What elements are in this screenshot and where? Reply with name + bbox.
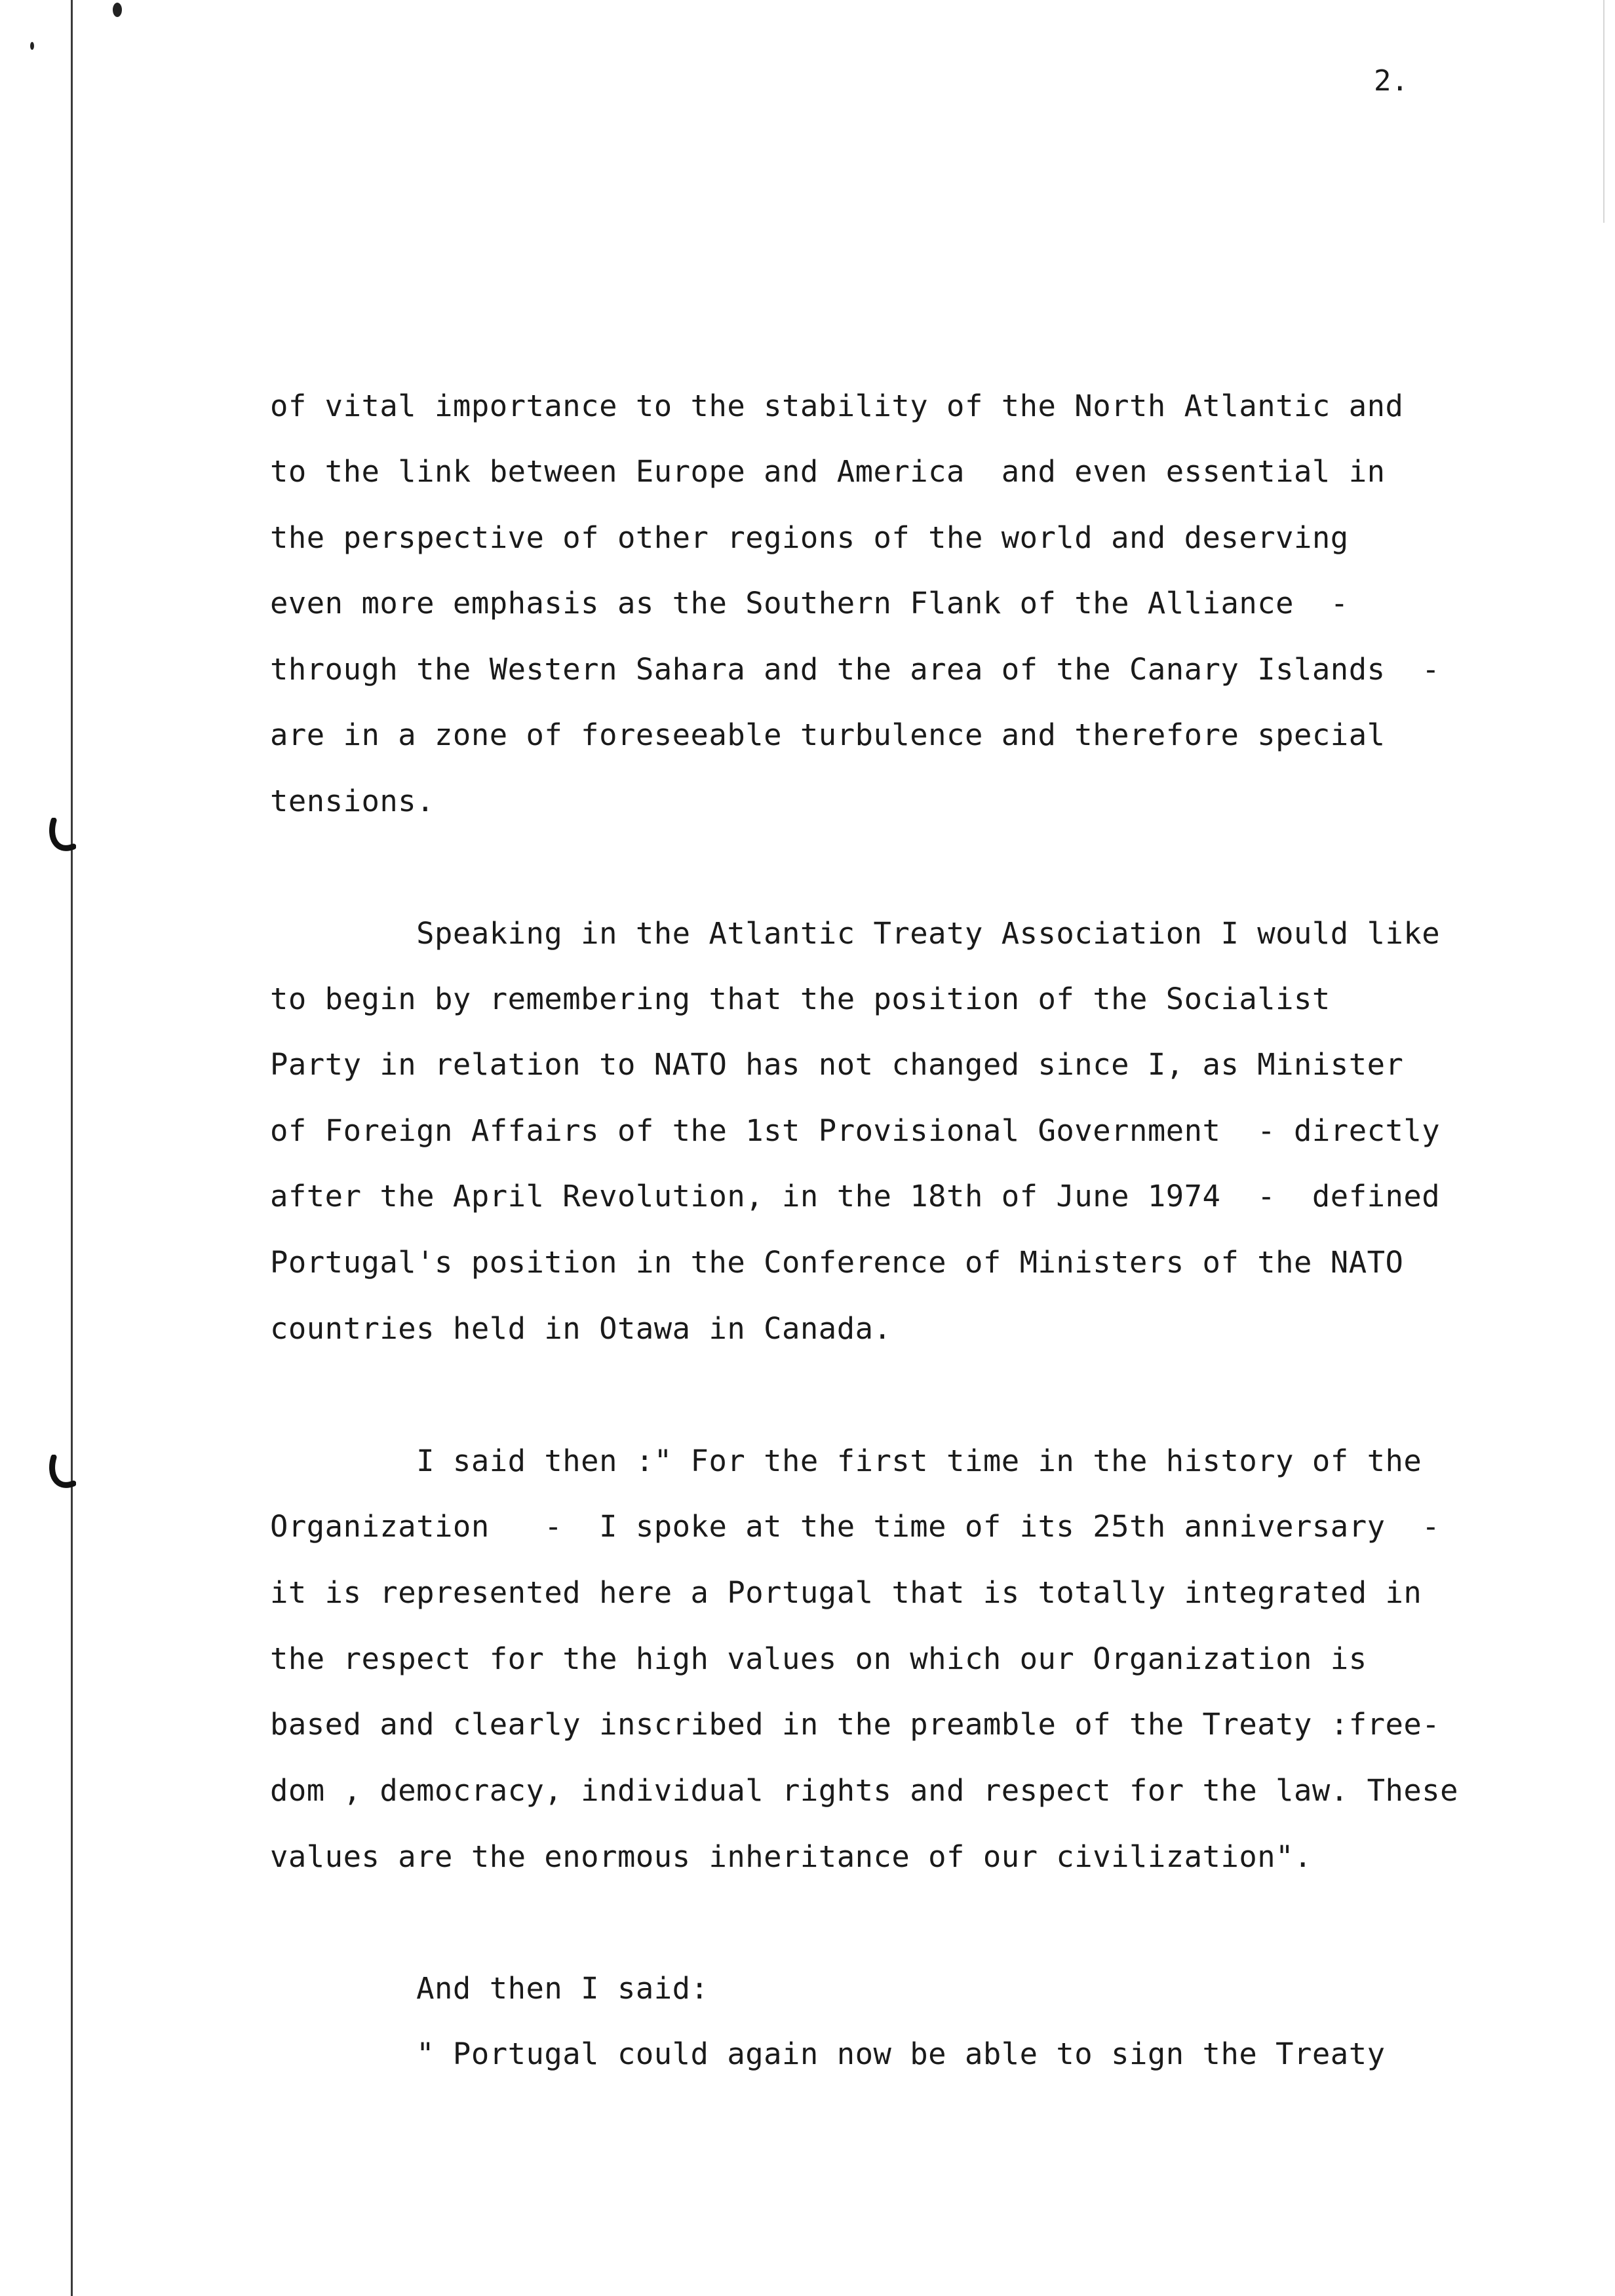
text-line: the respect for the high values on which our Organization is: [270, 1641, 1367, 1676]
scan-edge-line: [1603, 0, 1605, 223]
text-line: even more emphasis as the Southern Flank of the Alliance -: [270, 586, 1349, 621]
text-line: countries held in Otawa in Canada.: [270, 1311, 892, 1346]
text-line: And then I said:: [270, 1971, 709, 2006]
text-line: after the April Revolution, in the 18th of June 1974 - defined: [270, 1179, 1441, 1214]
page-number: 2.: [1374, 64, 1409, 98]
text-line: are in a zone of foreseeable turbulence and therefore special: [270, 718, 1386, 752]
text-line: to the link between Europe and America and even essential in: [270, 454, 1386, 489]
text-line: Portugal's position in the Conference of Ministers of the NATO: [270, 1245, 1404, 1280]
text-line: Speaking in the Atlantic Treaty Association I would like: [270, 916, 1441, 951]
text-line: the perspective of other regions of the world and deserving: [270, 520, 1349, 555]
text-line: I said then :" For the first time in the history of the: [270, 1444, 1422, 1478]
text-line: it is represented here a Portugal that is totally integrated in: [270, 1575, 1422, 1610]
text-line: Organization - I spoke at the time of its 25th anniversary -: [270, 1509, 1441, 1544]
text-line: Party in relation to NATO has not changed since I, as Minister: [270, 1047, 1404, 1082]
text-line: to begin by remembering that the position of the Socialist: [270, 982, 1331, 1016]
text-line: " Portugal could again now be able to sign the Treaty: [270, 2037, 1386, 2071]
text-line: through the Western Sahara and the area of the Canary Islands -: [270, 652, 1441, 687]
binding-hook-mark: [47, 1455, 76, 1494]
text-line: values are the enormous inheritance of our civilization".: [270, 1839, 1312, 1874]
binding-margin-line: [71, 0, 73, 2296]
text-line: based and clearly inscribed in the preamble of the Treaty :free-: [270, 1707, 1441, 1742]
scan-speck: [113, 3, 122, 17]
text-line: of Foreign Affairs of the 1st Provisional Government - directly: [270, 1113, 1441, 1148]
text-line: of vital importance to the stability of the North Atlantic and: [270, 389, 1404, 423]
binding-hook-mark: [47, 818, 76, 857]
text-line: dom , democracy, individual rights and respect for the law. These: [270, 1773, 1459, 1808]
scan-speck: [30, 42, 34, 50]
text-line: tensions.: [270, 784, 435, 818]
